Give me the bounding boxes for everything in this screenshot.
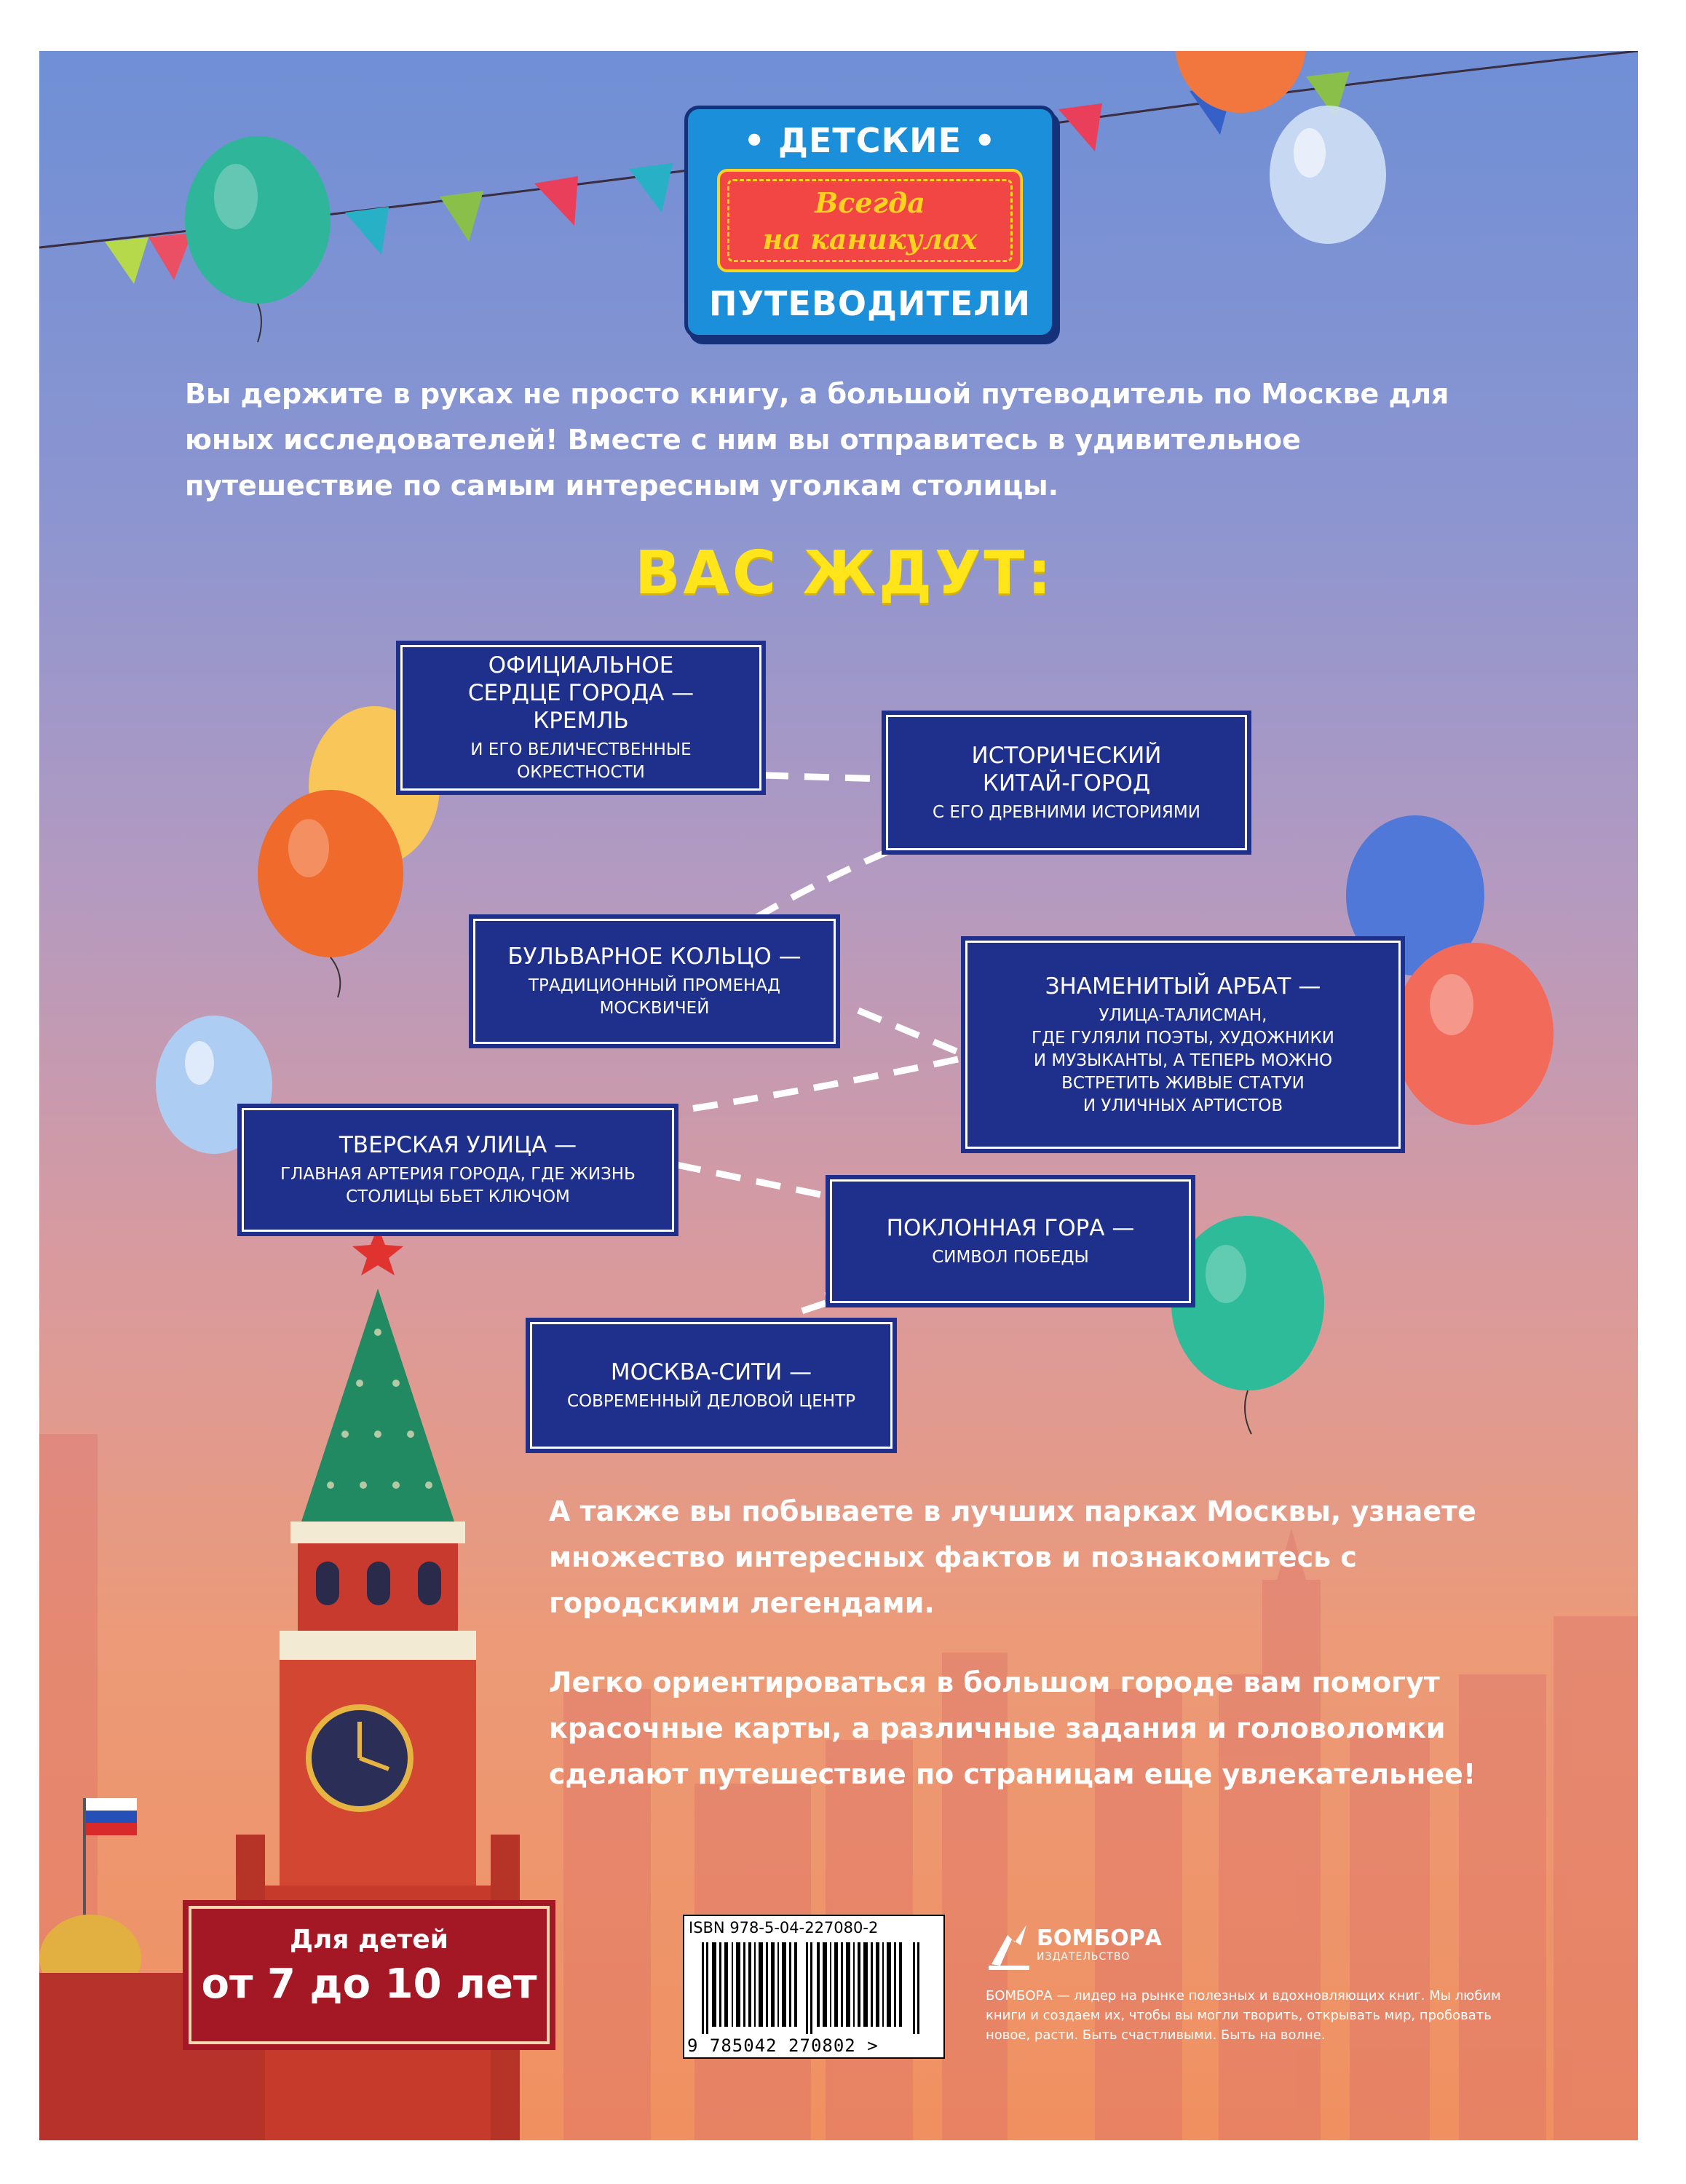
attraction-card-kitay-gorod (886, 715, 1247, 850)
awaits-heading: ВАС ЖДУТ: (635, 539, 1055, 608)
attraction-card-tverskaya (242, 1108, 674, 1232)
attraction-title: ИСТОРИЧЕСКИЙ КИТАЙ-ГОРОД (971, 742, 1162, 796)
isbn-barcode (683, 1915, 945, 2059)
isbn-digits: 9 785042 270802 > (687, 2035, 879, 2056)
attraction-title: ПОКЛОННАЯ ГОРА — (886, 1214, 1135, 1241)
badge-bottom-label: ПУТЕВОДИТЕЛИ (709, 284, 1031, 323)
isbn-label: ISBN 978-5-04-227080-2 (689, 1919, 879, 1936)
publisher-logo-icon (986, 1920, 1032, 1973)
age-badge (189, 1906, 550, 2044)
attraction-desc: ГЛАВНАЯ АРТЕРИЯ ГОРОДА, ГДЕ ЖИЗНЬ СТОЛИЦЫ БЬЕТ КЛЮЧОМ (280, 1165, 636, 1206)
age-line1: Для детей (289, 1925, 449, 1955)
intro-paragraph: Вы держите в руках не просто книгу, а большой путеводитель по Москве для юных исследователей! Вместе с ним вы отправитесь в удивительное путешествие по самым интересным уголкам столицы. (185, 378, 1449, 502)
age-line2: от 7 до 10 лет (201, 1961, 537, 2008)
attraction-card-arbat (965, 941, 1401, 1149)
attraction-title: ЗНАМЕНИТЫЙ АРБАТ — (1045, 973, 1321, 1000)
badge-top-label: • ДЕТСКИЕ • (743, 121, 997, 160)
parks-paragraph: А также вы побываете в лучших парках Москвы, узнаете множество интересных фактов и познакомитесь с городскими легендами. (549, 1495, 1476, 1619)
attraction-title: БУЛЬВАРНОЕ КОЛЬЦО — (507, 943, 802, 970)
attraction-desc: СОВРЕМЕННЫЙ ДЕЛОВОЙ ЦЕНТР (566, 1391, 856, 1411)
maps-paragraph: Легко ориентироваться в большом городе вам помогут красочные карты, а различные задания и головоломки сделают путешествие по страницам еще увлекательнее! (549, 1666, 1476, 1790)
attraction-title: МОСКВА-СИТИ — (610, 1358, 812, 1385)
attraction-desc: И ЕГО ВЕЛИЧЕСТВЕННЫЕ ОКРЕСТНОСТИ (470, 740, 692, 782)
attraction-desc: ТРАДИЦИОННЫЙ ПРОМЕНАД МОСКВИЧЕЙ (528, 976, 781, 1018)
attraction-title: ТВЕРСКАЯ УЛИЦА — (339, 1132, 577, 1158)
badge-inner-plate (717, 169, 1023, 272)
attraction-card-kremlin (400, 645, 761, 791)
publisher-description: БОМБОРА — лидер на рынке полезных и вдохновляющих книг. Мы любим книги и создаем их, чтобы вы могли творить, открывать мир, пробовать новое, расти. Быть счастливыми. Быть на волне. (986, 1988, 1501, 2043)
attraction-title: ОФИЦИАЛЬНОЕ СЕРДЦЕ ГОРОДА — КРЕМЛЬ (467, 652, 694, 734)
attraction-card-moscow-city (530, 1322, 893, 1449)
barcode-bars (702, 1942, 927, 2034)
attraction-card-boulevard-ring (473, 919, 836, 1044)
publisher-name: БОМБОРА (1037, 1926, 1162, 1951)
publisher-subtitle: ИЗДАТЕЛЬСТВО (1037, 1951, 1131, 1963)
attraction-desc: С ЕГО ДРЕВНИМИ ИСТОРИЯМИ (933, 802, 1200, 822)
attraction-desc: УЛИЦА-ТАЛИСМАН, ГДЕ ГУЛЯЛИ ПОЭТЫ, ХУДОЖНИКИ И МУЗЫКАНТЫ, А ТЕПЕРЬ МОЖНО ВСТРЕТИТЬ ЖИВЫЕ СТАТУИ И УЛИЧНЫХ АРТИСТОВ (1031, 1005, 1335, 1115)
back-cover (39, 51, 1638, 2140)
series-badge (684, 106, 1056, 339)
badge-middle-label: Всегда на каникулах (762, 186, 978, 256)
attraction-card-poklonnaya (830, 1179, 1191, 1303)
attraction-desc: СИМВОЛ ПОБЕДЫ (932, 1247, 1089, 1267)
